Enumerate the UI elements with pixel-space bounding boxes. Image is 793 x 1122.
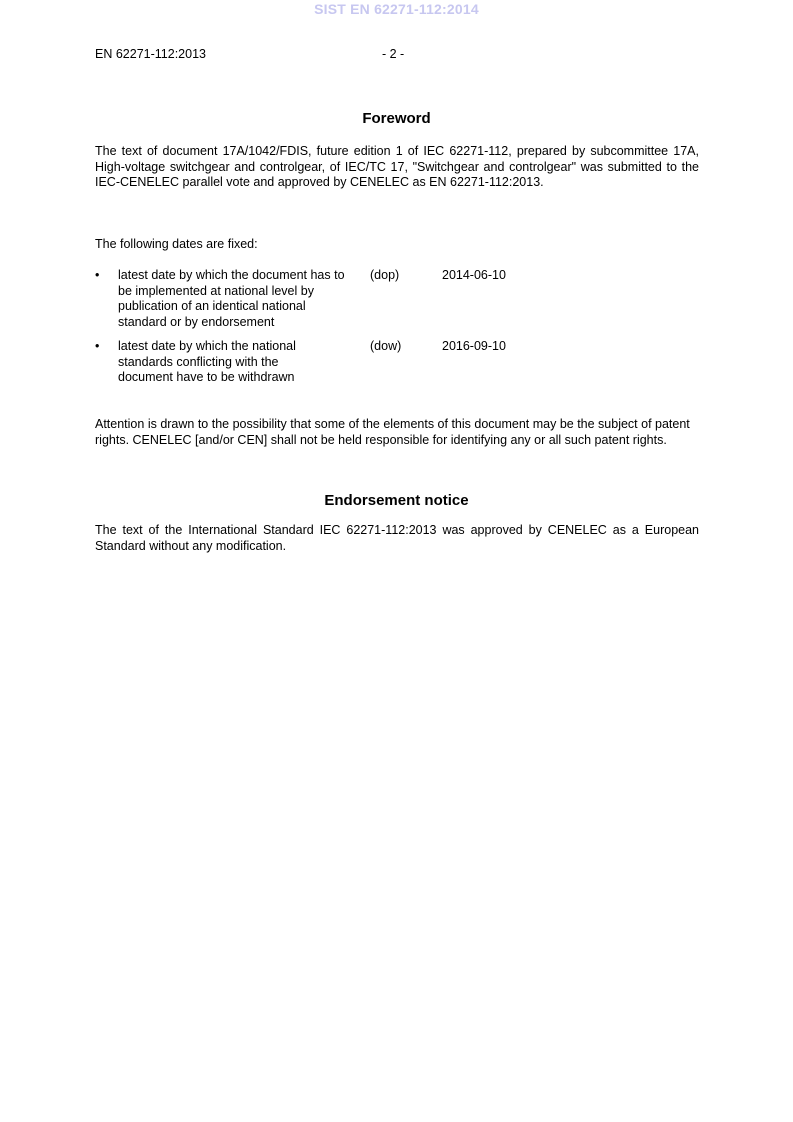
bullet-icon: • xyxy=(95,339,100,353)
date-description: latest date by which the national standards conflicting with the document have to be withdrawn xyxy=(118,339,296,384)
date-code: (dop) xyxy=(370,268,400,282)
date-code: (dow) xyxy=(370,339,402,353)
endorsement-paragraph: The text of the International Standard IEC 62271-112:2013 was approved by CENELEC as a European Standard without any modification. xyxy=(95,523,699,553)
header-page-number: - 2 - xyxy=(382,47,405,61)
foreword-paragraph: The text of document 17A/1042/FDIS, future edition 1 of IEC 62271-112, prepared by subcommittee 17A, High-voltage switchgear and controlgear, of IEC/TC 17, "Switchgear and controlgear" was submitted to the IEC-CENELEC parallel vote and approved by CENELEC as EN 62271-112:2013. xyxy=(95,144,699,189)
header-doc-number: EN 62271-112:2013 xyxy=(95,47,206,61)
watermark-stamp: SIST EN 62271-112:2014 xyxy=(314,1,479,17)
list-item xyxy=(95,339,699,387)
attention-paragraph: Attention is drawn to the possibility that some of the elements of this document may be the subject of patent rights. CENELEC [and/or CEN] shall not be held responsible for identifying any or all such patent rights. xyxy=(95,417,690,447)
foreword-title: Foreword xyxy=(362,110,431,127)
dates-intro: The following dates are fixed: xyxy=(95,237,258,251)
endorsement-title: Endorsement notice xyxy=(324,492,469,509)
list-item xyxy=(95,268,699,332)
date-description: latest date by which the document has to be implemented at national level by publication of an identical national standard or by endorsement xyxy=(118,268,345,329)
date-value: 2014-06-10 xyxy=(442,268,506,282)
date-value: 2016-09-10 xyxy=(442,339,506,353)
bullet-icon: • xyxy=(95,268,100,282)
